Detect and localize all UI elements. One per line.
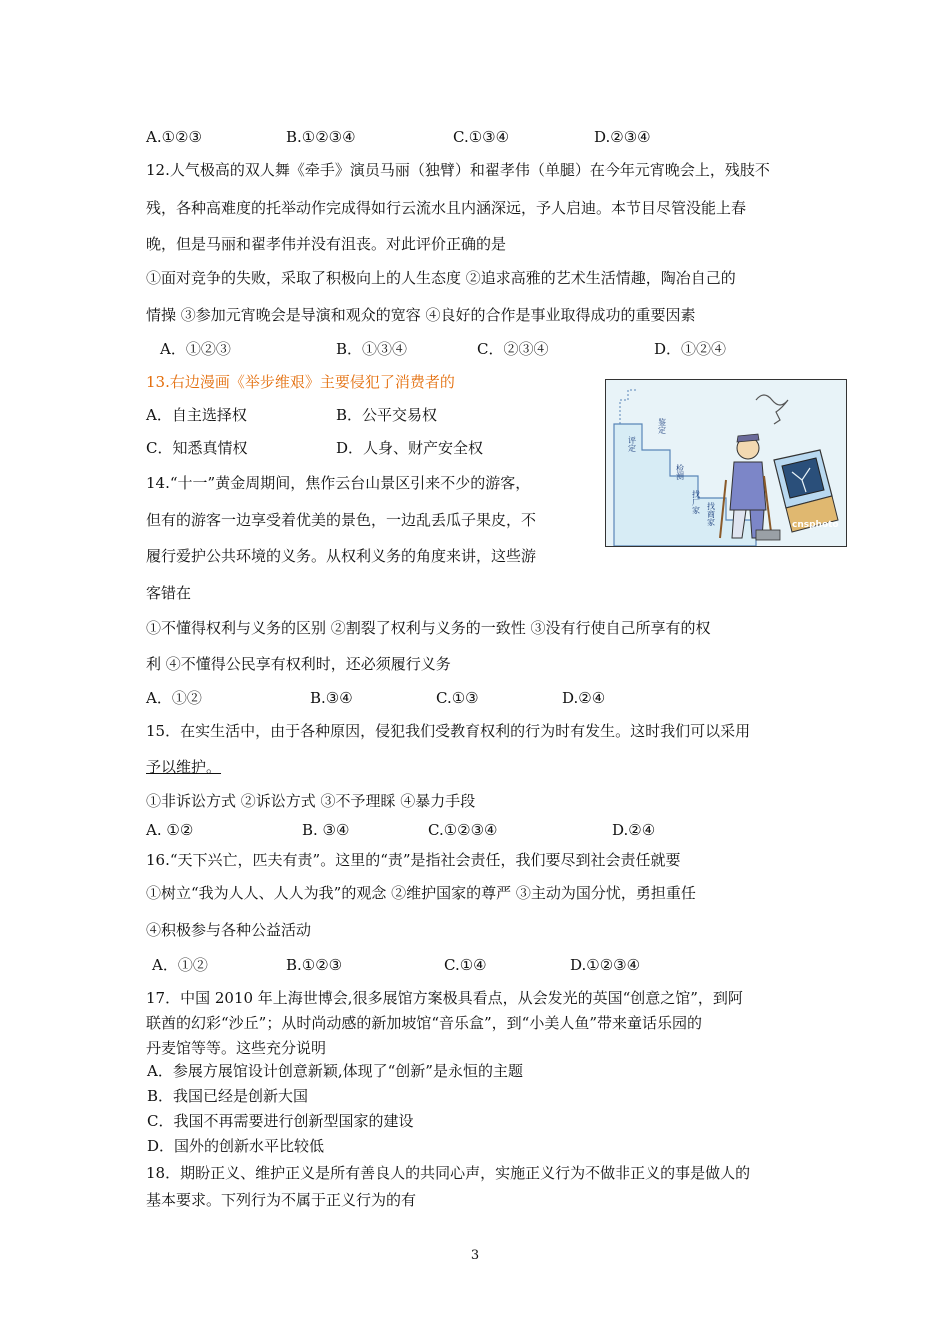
q16-choice-line: ④积极参与各种公益活动 — [146, 921, 312, 939]
q14-stem-line: 客错在 — [146, 584, 192, 602]
q15-stem-line: 15．在实生活中，由于各种原因，侵犯我们受教育权利的行为时有发生。这时我们可以采用 — [146, 722, 751, 740]
q13-option-b: B．公平交易权 — [336, 406, 438, 424]
q11-option-c: C.①③④ — [453, 128, 510, 146]
q12-option-d: D．①②④ — [654, 340, 727, 358]
q17-option-a: A．参展方展馆设计创意新颖,体现了“创新”是永恒的主题 — [147, 1062, 523, 1080]
q14-option-c: C.①③ — [436, 689, 479, 707]
q17-stem-line: 17．中国 2010 年上海世博会,很多展馆方案极具看点，从会发光的英国“创意之馆”，到阿 — [146, 989, 743, 1007]
cartoon-step-label: 检测 — [675, 464, 685, 480]
q14-option-d: D.②④ — [562, 689, 606, 707]
q13-stem: 13.右边漫画《举步维艰》主要侵犯了消费者的 — [146, 373, 455, 391]
q17-option-c: C．我国不再需要进行创新型国家的建设 — [147, 1112, 414, 1130]
q12-option-b: B．①③④ — [336, 340, 408, 358]
q14-choice-line: 利 ④不懂得公民享有权利时，还必须履行义务 — [146, 655, 451, 673]
cartoon-step-label: 评定 — [627, 436, 637, 452]
cartoon-step-label: 鉴定 — [657, 418, 667, 434]
q12-stem-line: 晚，但是马丽和翟孝伟并没有沮丧。对此评价正确的是 — [146, 235, 507, 253]
q16-option-d: D.①②③④ — [570, 956, 641, 974]
cartoon-image — [605, 379, 847, 547]
q14-choice-line: ①不懂得权利与义务的区别 ②割裂了权利与义务的一致性 ③没有行使自己所享有的权 — [146, 619, 711, 637]
q16-option-c: C.①④ — [444, 956, 487, 974]
q15-option-c: C.①②③④ — [428, 821, 498, 839]
q14-stem-line: 14.“十一”黄金周期间，焦作云台山景区引来不少的游客， — [146, 474, 531, 492]
q17-stem-line: 联酋的幻彩“沙丘”；从时尚动感的新加坡馆“音乐盒”，到“小美人鱼”带来童话乐园的 — [146, 1014, 703, 1032]
q12-choice-line: ①面对竞争的失败，采取了积极向上的人生态度 ②追求高雅的艺术生活情趣，陶冶自己的 — [146, 269, 736, 287]
q16-stem-line: 16.“天下兴亡，匹夫有责”。这里的“责”是指社会责任，我们要尽到社会责任就要 — [146, 851, 681, 869]
q16-option-a: A．①② — [152, 956, 208, 974]
cartoon-step-label: 找商家 — [706, 502, 716, 526]
q16-choice-line: ①树立“我为人人、人人为我”的观念 ②维护国家的尊严 ③主动为国分忧，勇担重任 — [146, 884, 696, 902]
q14-stem-line: 履行爱护公共环境的义务。从权利义务的角度来讲，这些游 — [146, 547, 537, 565]
q13-option-d: D．人身、财产安全权 — [336, 439, 484, 457]
q15-choice-line: ①非诉讼方式 ②诉讼方式 ③不予理睬 ④暴力手段 — [146, 792, 476, 810]
q15-stem-line: 予以维护。 — [146, 758, 222, 776]
q17-option-b: B．我国已经是创新大国 — [147, 1087, 309, 1105]
q12-choice-line: 情操 ③参加元宵晚会是导演和观众的宽容 ④良好的合作是事业取得成功的重要因素 — [146, 306, 696, 324]
q16-option-b: B.①②③ — [286, 956, 343, 974]
q14-option-a: A．①② — [146, 689, 202, 707]
q13-option-c: C．知悉真情权 — [146, 439, 248, 457]
q11-option-d: D.②③④ — [594, 128, 651, 146]
q18-stem-line: 基本要求。下列行为不属于正义行为的有 — [146, 1191, 417, 1209]
q14-stem-line: 但有的游客一边享受着优美的景色，一边乱丢瓜子果皮，不 — [146, 511, 537, 529]
q14-option-b: B.③④ — [310, 689, 353, 707]
q12-option-a: A．①②③ — [160, 340, 231, 358]
q13-option-a: A．自主选择权 — [146, 406, 247, 424]
cartoon-watermark: cnsphoto — [792, 520, 839, 530]
cartoon-step-label: 找厂家 — [691, 490, 701, 514]
q12-stem-line: 残，各种高难度的托举动作完成得如行云流水且内涵深远，予人启迪。本节目尽管没能上春 — [146, 199, 747, 217]
q12-stem-line: 12.人气极高的双人舞《牵手》演员马丽（独臂）和翟孝伟（单腿）在今年元宵晚会上，残肢不 — [146, 161, 770, 179]
q18-stem-line: 18．期盼正义、维护正义是所有善良人的共同心声，实施正义行为不做非正义的事是做人的 — [146, 1164, 751, 1182]
q15-option-d: D.②④ — [612, 821, 656, 839]
q17-stem-line: 丹麦馆等等。这些充分说明 — [146, 1039, 327, 1057]
q11-option-a: A.①②③ — [146, 128, 202, 146]
q11-option-b: B.①②③④ — [286, 128, 356, 146]
q17-option-d: D．国外的创新水平比较低 — [147, 1137, 325, 1155]
page-number: 3 — [470, 1248, 480, 1263]
q12-option-c: C．②③④ — [477, 340, 549, 358]
q15-option-a: A. ①② — [146, 821, 194, 839]
q15-option-b: B. ③④ — [302, 821, 350, 839]
